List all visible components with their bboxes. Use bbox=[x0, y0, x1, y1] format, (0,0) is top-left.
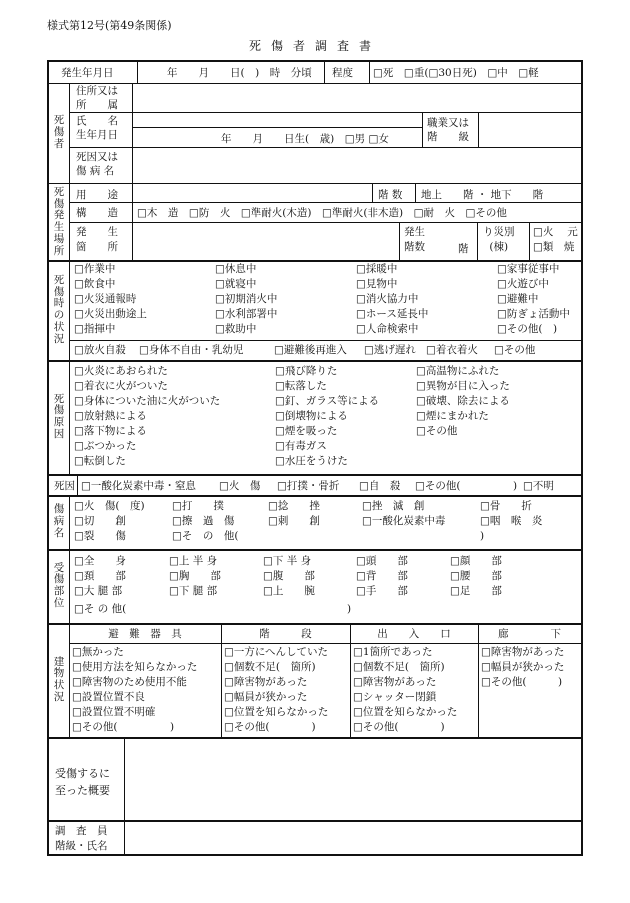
status-checklist[interactable]: □作業中 □休息中 □採暖中 □家事従事中 □飲食中 □就寝中 □見物中 □火遊び中 □火災通報時 □初期消火中 □消火協力中 □避難中 □火災出動途上 □水利部署中 □ホース延長中 □防ぎょ活動中 □指揮中 □救助中 □人命検索中 □その他( ) bbox=[74, 263, 570, 335]
status-row2[interactable]: □放火自殺 □身体不自由・乳幼児 □避難後再進入 □逃げ遅れ □着衣着火 □その他 bbox=[74, 344, 536, 356]
victim-section-label: 死 傷 者 bbox=[53, 114, 65, 150]
stairs-checklist[interactable]: □一方にへんしていた □個数不足( 箇所) □障害物があった □幅員が狭かった □位置を知らなかった □その他( ) bbox=[224, 646, 329, 733]
use-label: 用 途 bbox=[76, 189, 118, 201]
exit-checklist[interactable]: □1箇所であった □個数不足( 箇所) □障害物があった □シャッター閉鎖 □位置を知らなかった □その他( ) bbox=[353, 646, 458, 733]
date-label: 発生年月日 bbox=[61, 67, 114, 79]
corridor-checklist[interactable]: □障害物があった □幅員が狭かった □その他( ) bbox=[481, 646, 565, 688]
cause-field[interactable] bbox=[134, 150, 574, 180]
body-part-other-close: ) bbox=[347, 603, 352, 615]
death-cause-options[interactable]: □一酸化炭素中毒・窒息 □火 傷 □打撲・骨折 □自 殺 □その他( ) □不明 bbox=[81, 480, 554, 492]
use-field[interactable] bbox=[134, 185, 370, 201]
location-field[interactable] bbox=[134, 225, 396, 257]
building-section-label: 建 物 状 況 bbox=[53, 655, 65, 703]
survey-form bbox=[47, 60, 583, 856]
cause-label: 死因又は 傷 病 名 bbox=[76, 151, 118, 177]
status-section-label: 死 傷 時 の 状 況 bbox=[53, 273, 65, 345]
cause-section-label: 死 傷 原 因 bbox=[53, 392, 65, 440]
injury-section-label: 傷 病 名 bbox=[53, 503, 65, 539]
death-cause-label: 死因 bbox=[54, 480, 75, 492]
date-field[interactable]: 年 月 日( ) 時 分頃 bbox=[167, 67, 312, 79]
location-label: 発 生 箇 所 bbox=[76, 226, 118, 253]
structure-label: 構 造 bbox=[76, 207, 118, 219]
summary-label: 受傷するに 至った概要 bbox=[55, 767, 110, 797]
structure-options[interactable]: □木 造 □防 火 □準耐火(木造) □準耐火(非木造) □耐 火 □その他 bbox=[137, 207, 507, 219]
form-title: 死傷者調査書 bbox=[248, 39, 381, 53]
floors-field[interactable]: 地上 階 ・ 地下 階 bbox=[421, 189, 544, 201]
building-header-exit: 出 入 口 bbox=[377, 628, 451, 640]
escape-equipment-checklist[interactable]: □無かった □使用方法を知らなかった □障害物のため使用不能 □設置位置不良 □設置位置不明確 □その他( ) bbox=[72, 646, 198, 733]
building-header-escape: 避 難 器 具 bbox=[108, 628, 182, 640]
fire-origin-label: り災別 (棟) bbox=[483, 226, 515, 253]
floor-field[interactable]: 階 bbox=[458, 243, 469, 255]
building-header-corridor: 廊 下 bbox=[498, 628, 561, 640]
address-label: 住所又は 所 属 bbox=[76, 85, 118, 111]
address-field[interactable] bbox=[134, 84, 574, 112]
job-field[interactable] bbox=[481, 114, 577, 144]
place-section-label: 死 傷 発 生 場 所 bbox=[53, 185, 65, 257]
birthdate-field[interactable]: 年 月 日生( 歳) □男 □女 bbox=[221, 133, 389, 145]
fire-origin-options[interactable]: □火 元 □類 焼 bbox=[533, 226, 578, 253]
floor-label: 発生 階数 bbox=[404, 226, 425, 253]
cause-checklist[interactable]: □火炎にあおられた □飛び降りた □高温物にふれた □着衣に火がついた □転落した □異物が目に入った □身体についた油に火がついた □釘、ガラス等による □破壊、除去による □放射熱による □倒壊物による □煙にまかれた □落下物による □煙を吸った □その他 □ぶつかった □有毒ガス □転倒した □水圧をうけた bbox=[74, 365, 510, 467]
name-label: 氏 名 生年月日 bbox=[76, 115, 118, 141]
job-label: 職業又は 階 級 bbox=[427, 117, 469, 143]
injury-checklist[interactable]: □火 傷( 度) □打 撲 □捻 挫 □挫 滅 創 □骨 折 □切 創 □擦 過 傷 □刺 創 □一酸化炭素中毒 □咽 喉 炎 □裂 傷 □そ の 他( ) bbox=[74, 500, 543, 542]
severity-label: 程度 bbox=[332, 67, 353, 79]
floors-label: 階 数 bbox=[378, 189, 403, 201]
investigator-field[interactable] bbox=[127, 824, 577, 852]
body-part-checklist[interactable]: □全 身 □上 半 身 □下 半 身 □頭 部 □顔 部 □頚 部 □胸 部 □腹 部 □背 部 □腰 部 □大 腿 部 □下 腿 部 □上 腕 □手 部 □足 部 bbox=[74, 555, 502, 597]
form-number: 様式第12号(第49条関係) bbox=[47, 19, 172, 32]
severity-options[interactable]: □死 □重(□30日死) □中 □軽 bbox=[373, 67, 539, 79]
body-section-label: 受 傷 部 位 bbox=[53, 561, 65, 609]
building-header-stairs: 階 段 bbox=[259, 628, 312, 640]
body-part-other[interactable]: □そ の 他( bbox=[74, 603, 127, 615]
summary-field[interactable] bbox=[127, 741, 577, 817]
investigator-label: 調 査 員 階級・氏名 bbox=[55, 825, 108, 852]
